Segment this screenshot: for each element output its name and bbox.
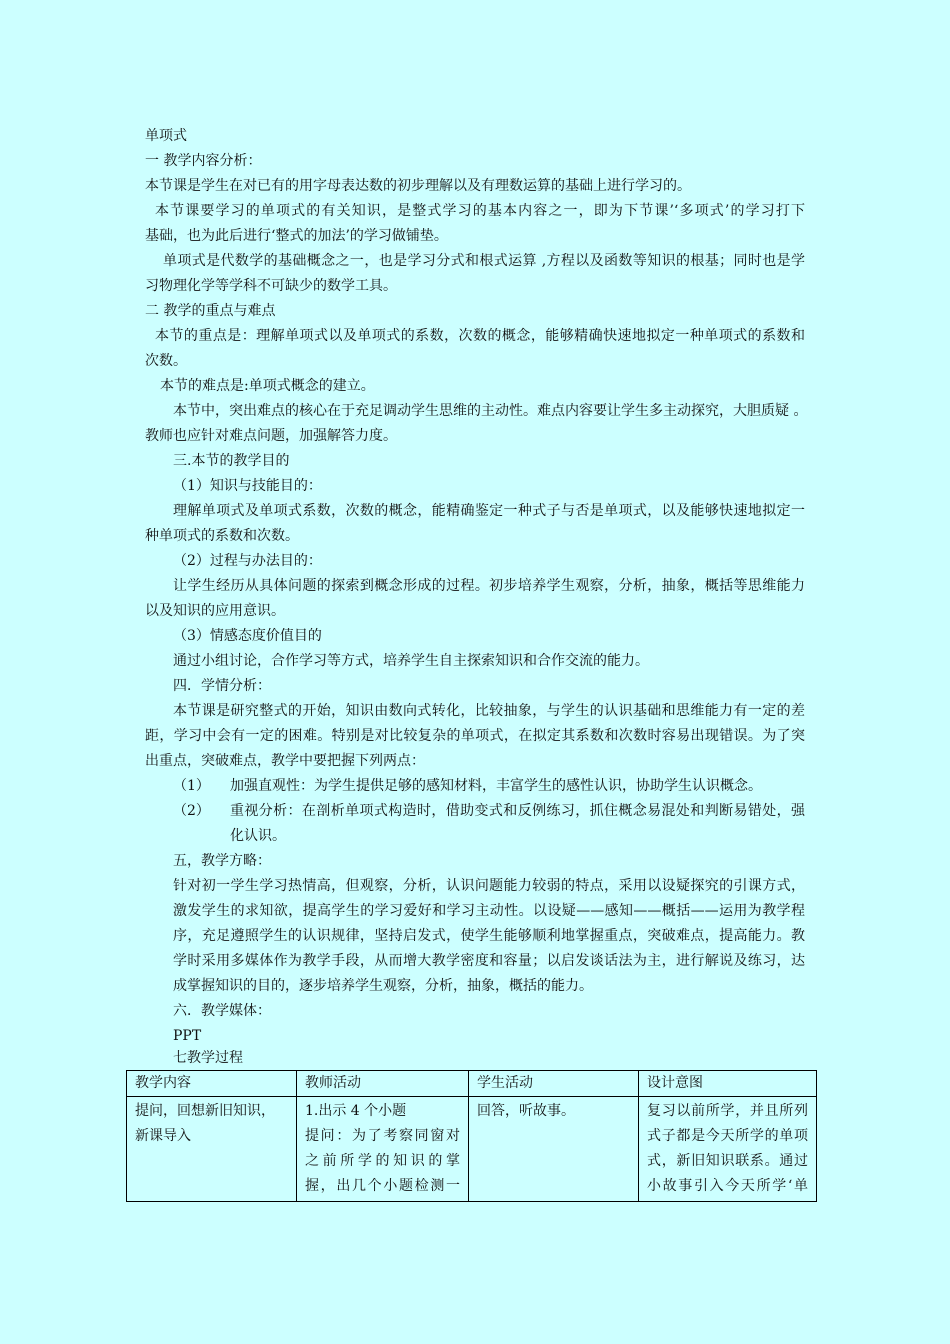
section-1-heading: 一 教学内容分析： (145, 153, 262, 169)
cell-line: 1.出示 4 个小题 (305, 1103, 407, 1119)
table-row (127, 1097, 817, 1202)
list-item-number: （1） (173, 778, 210, 794)
table-header-cell: 设计意图 (639, 1071, 817, 1097)
list-item-text: 加强直观性：为学生提供足够的感知材料，丰富学生的感性认识，协助学生认识概念。 (230, 778, 762, 794)
section-2-paragraph: 教师也应针对难点问题，加强解答力度。 (145, 428, 397, 444)
media-item: PPT (173, 1028, 202, 1044)
table-header-cell: 教师活动 (297, 1071, 469, 1097)
cell-line: 式，新旧知识联系。通过 (647, 1153, 808, 1169)
cell-line: 回答，听故事。 (477, 1103, 575, 1119)
teaching-process-table (126, 1070, 817, 1202)
section-4-paragraph: 本节课是研究整式的开始，知识由数向式转化，比较抽象，与学生的认识基础和思维能力有一定的差 (173, 703, 805, 719)
section-5-paragraph: 学时采用多媒体作为教学手段，从而增大教学密度和容量；以启发谈话法为主，进行解说及练习，达 (173, 953, 805, 969)
table-header-cell: 学生活动 (469, 1071, 639, 1097)
section-1-paragraph: 本节课要学习的单项式的有关知识，是整式学习的基本内容之一，即为下节课’‘多项式’的学习打下 (155, 203, 805, 219)
section-7-heading: 七教学过程 (173, 1050, 243, 1066)
section-1-paragraph: 基础，也为此后进行‘整式的加法’的学习做铺垫。 (145, 228, 448, 244)
list-item-number: （2） (173, 803, 210, 819)
section-2-paragraph: 次数。 (145, 353, 187, 369)
table-cell (127, 1097, 297, 1202)
cell-line: 复习以前所学，并且所列 (647, 1103, 808, 1119)
cell-line: 式子都是今天所学的单项 (647, 1128, 808, 1144)
list-item-text: 重视分析：在剖析单项式构造时，借助变式和反例练习，抓住概念易混处和判断易错处，强 (230, 803, 805, 819)
document-title: 单项式 (145, 128, 187, 144)
section-3-heading: 三.本节的教学目的 (173, 453, 290, 469)
section-5-paragraph: 激发学生的求知欲，提高学生的学习爱好和学习主动性。以设疑——感知——概括——运用为教学程 (173, 903, 805, 919)
table-header-cell: 教学内容 (127, 1071, 297, 1097)
section-2-paragraph: 本节中，突出难点的核心在于充足调动学生思维的主动性。难点内容要让学生多主动探究，大胆质疑 。 (173, 403, 808, 419)
section-2-paragraph: 本节的难点是:单项式概念的建立。 (160, 378, 375, 394)
section-4-paragraph: 距，学习中会有一定的困难。特别是对比较复杂的单项式，在拟定其系数和次数时容易出现错误。为了突 (145, 728, 805, 744)
cell-line: 提问，回想新旧知识， (135, 1103, 275, 1119)
goal-2-text: 让学生经历从具体问题的探索到概念形成的过程。初步培养学生观察，分析，抽象，概括等思维能力 (173, 578, 805, 594)
goal-3-text: 通过小组讨论，合作学习等方式，培养学生自主探索知识和合作交流的能力。 (173, 653, 649, 669)
goal-2-title: （2）过程与办法目的： (173, 553, 322, 569)
section-5-paragraph: 针对初一学生学习热情高，但观察，分析，认识问题能力较弱的特点，采用以设疑探究的引课方式， (173, 878, 805, 894)
goal-1-text: 种单项式的系数和次数。 (145, 528, 299, 544)
cell-line: 提问：为了考察同窗对 (305, 1128, 460, 1144)
goal-1-title: （1）知识与技能目的： (173, 478, 322, 494)
section-5-paragraph: 成掌握知识的目的，逐步培养学生观察，分析，抽象，概括的能力。 (173, 978, 593, 994)
section-1-paragraph: 单项式是代数学的基础概念之一，也是学习分式和根式运算 ,方程以及函数等知识的根基；同时也是学 (163, 253, 805, 269)
cell-line: 新课导入 (135, 1128, 191, 1144)
table-cell (469, 1097, 639, 1202)
section-5-heading: 五，教学方略： (173, 853, 271, 869)
list-item-text: 化认识。 (230, 828, 286, 844)
section-1-paragraph: 习物理化学等学科不可缺少的数学工具。 (145, 278, 397, 294)
section-4-paragraph: 出重点，突破难点，教学中要把握下列两点： (145, 753, 425, 769)
goal-1-text: 理解单项式及单项式系数，次数的概念，能精确鉴定一种式子与否是单项式，以及能够快速地拟定一 (173, 503, 805, 519)
cell-line: 之前所学的知识的掌 (305, 1153, 460, 1169)
goal-3-title: （3）情感态度价值目的 (173, 628, 322, 644)
section-4-heading: 四．学情分析： (173, 678, 271, 694)
section-5-paragraph: 序，充足遵照学生的认识规律，坚持启发式，使学生能够顺利地掌握重点，突破难点，提高能力。教 (173, 928, 805, 944)
section-2-paragraph: 本节的重点是：理解单项式以及单项式的系数，次数的概念，能够精确快速地拟定一种单项式的系数和 (155, 328, 805, 344)
section-6-heading: 六．教学媒体： (173, 1003, 271, 1019)
table-header-row (127, 1071, 817, 1097)
section-2-heading: 二 教学的重点与难点 (145, 303, 276, 319)
cell-line: 握，出几个小题检测一 (305, 1178, 460, 1194)
table-cell (639, 1097, 817, 1202)
table-cell (297, 1097, 469, 1202)
cell-line: 小故事引入今天所学‘单 (647, 1178, 808, 1194)
section-1-paragraph: 本节课是学生在对已有的用字母表达数的初步理解以及有理数运算的基础上进行学习的。 (145, 178, 691, 194)
goal-2-text: 以及知识的应用意识。 (145, 603, 285, 619)
